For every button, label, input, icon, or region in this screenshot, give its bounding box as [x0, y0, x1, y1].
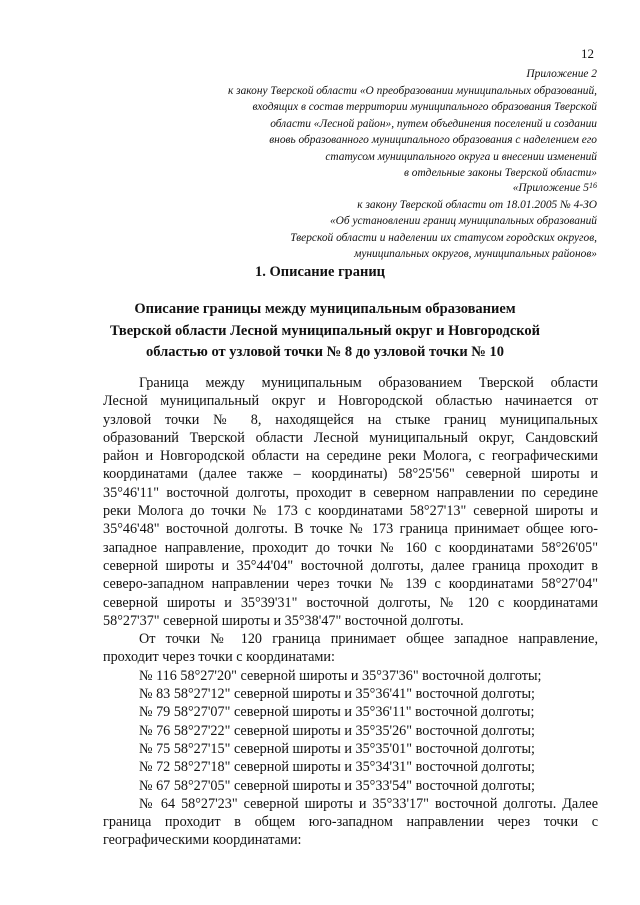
text-line: граница проходит в общем юго-западном направлении через точки с — [103, 814, 598, 831]
appendix-line: к закону Тверской области от 18.01.2005 № 4-ЗО — [357, 198, 597, 211]
text-line: географическими координатами: — [103, 832, 302, 849]
paragraph-west-direction — [103, 630, 598, 667]
list-item: № 67 58°27'05" северной широты и 35°33'54" восточной долготы; — [139, 777, 535, 794]
title-line: областью от узловой точки № 8 до узловой точки № 10 — [146, 344, 504, 360]
text-line: От точки № 120 граница принимает общее западное направление, — [139, 631, 598, 648]
coordinate-points-list — [103, 667, 598, 795]
appendix-title-text: «Приложение 5 — [512, 182, 589, 194]
list-item: № 116 58°27'20" северной широты и 35°37'36" восточной долготы; — [139, 667, 542, 684]
text-line: западное направление, проходит до точки № 160 с координатами 58°26'05" — [103, 539, 598, 556]
title-line: Описание границы между муниципальным образованием — [134, 301, 516, 317]
appendix-line: Тверской области и наделении их статусом городских округов, — [290, 231, 597, 244]
appendix-title-superscript: 16 — [589, 181, 597, 190]
title-line: Тверской области Лесной муниципальный округ и Новгородской — [109, 322, 541, 339]
appendix-line: в отдельные законы Тверской области» — [403, 167, 597, 179]
text-line: узловой точки № 8, находящейся на стыке границ муниципальных — [103, 411, 598, 428]
appendix-5-16-header — [290, 180, 597, 263]
appendix-line: статусом муниципального округа и внесении изменений — [325, 150, 597, 163]
text-line: проходит через точки с координатами: — [103, 649, 335, 666]
list-item: № 79 58°27'07" северной широты и 35°36'11" восточной долготы; — [139, 704, 535, 721]
text-line: Лесной муниципальный округ и Новгородской областью начинается от — [103, 393, 598, 410]
appendix-line: муниципальных округов, муниципальных районов» — [354, 248, 597, 260]
appendix-line: входящих в состав территории муниципального образования Тверской — [252, 101, 597, 113]
text-line: Граница между муниципальным образованием Тверской области — [139, 375, 598, 391]
list-item: № 64 58°27'23" северной широты и 35°33'17" восточной долготы. Далее — [139, 795, 598, 812]
text-line: северной широты и 35°44'04" восточной долготы, далее граница проходит в — [103, 557, 598, 574]
document-title — [90, 299, 560, 364]
section-heading: 1. Описание границ — [254, 264, 386, 280]
list-item: № 72 58°27'18" северной широты и 35°34'31" восточной долготы; — [139, 759, 535, 776]
appendix-line: к закону Тверской области «О преобразовании муниципальных образований, — [227, 84, 597, 97]
text-line: северо-западном направлении через точки № 139 с координатами 58°27'04" — [103, 576, 598, 593]
appendix-title: Приложение 2 — [526, 68, 597, 80]
appendix-line: вновь образованного муниципального образования с наделением его — [269, 134, 597, 146]
appendix-line: «Об установлении границ муниципальных образований — [329, 215, 597, 227]
text-line: северной широты и 35°39'31" восточной долготы, № 120 с координатами — [103, 594, 598, 611]
body-text — [103, 374, 598, 850]
text-line: район и Новгородской области на середине реки Молога, с географическими — [103, 448, 598, 465]
page-number: 12 — [581, 46, 594, 61]
text-line: 35°46'48" восточной долготы. В точке № 173 граница принимает общее юго- — [103, 521, 598, 538]
list-item: № 83 58°27'12" северной широты и 35°36'41" восточной долготы; — [139, 686, 535, 703]
text-line: 58°27'37" северной широты и 35°38'47" восточной долготы. — [103, 612, 464, 629]
paragraph-boundary-start — [103, 374, 598, 630]
text-line: образований Тверской области Лесной муниципальный округ, Сандовский — [103, 429, 598, 446]
list-item: № 75 58°27'15" северной широты и 35°35'01" восточной долготы; — [139, 740, 535, 757]
appendix-title — [290, 180, 597, 197]
paragraph-southwest-direction — [103, 795, 598, 850]
appendix-2-header — [228, 66, 597, 182]
text-line: координатами (далее также – координаты) 58°25'56" северной широты и — [103, 466, 598, 483]
appendix-line: области «Лесной район», путем объединения поселений и создании — [270, 117, 597, 130]
list-item: № 76 58°27'22" северной широты и 35°35'26" восточной долготы; — [139, 722, 535, 739]
text-line: 35°46'11" восточной долготы, проходит в северном направлении по середине — [103, 484, 598, 501]
text-line: реки Молога до точки № 173 с координатами 58°27'13" северной широты и — [103, 503, 598, 520]
